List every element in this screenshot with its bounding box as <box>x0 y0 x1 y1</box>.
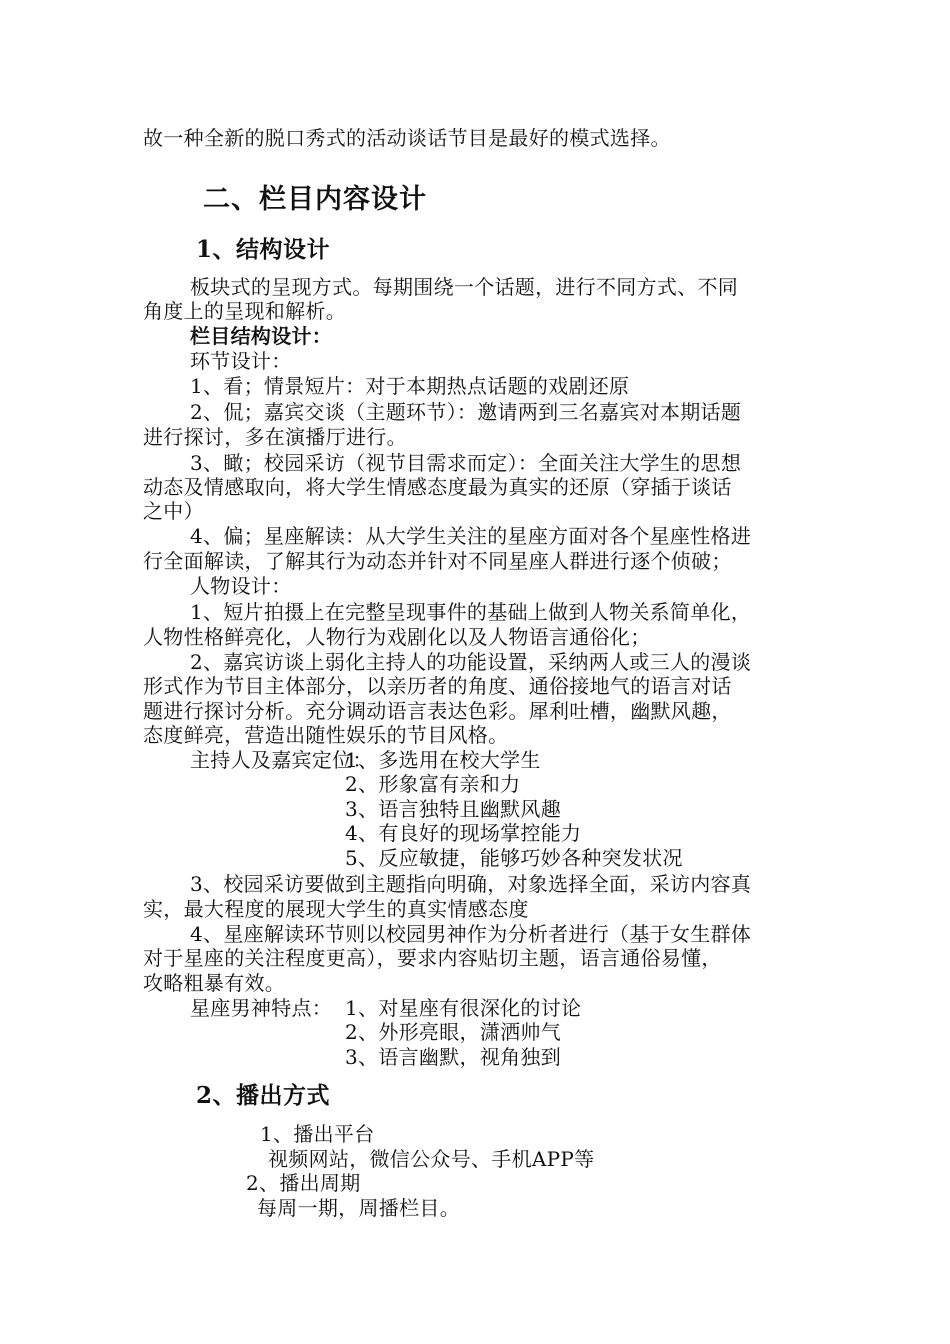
segment-item: 1、看；情景短片：对于本期热点话题的戏剧还原 <box>190 374 630 398</box>
star-item: 2、外形亮眼，潇洒帅气 <box>345 1020 562 1044</box>
segment-item-cont: 进行探讨，多在演播厅进行。 <box>143 425 407 449</box>
broadcast-platform-text: 视频网站，微信公众号、手机APP等 <box>268 1147 595 1171</box>
broadcast-cycle-text: 每周一期，周播栏目。 <box>257 1196 460 1220</box>
paragraph-line: 角度上的呈现和解析。 <box>143 299 346 323</box>
star-label: 星座男神特点： <box>190 996 333 1020</box>
character-item-cont: 态度鲜亮，营造出随性娱乐的节目风格。 <box>143 723 509 747</box>
host-label: 主持人及嘉宾定位： <box>190 748 373 772</box>
star-item: 3、语言幽默，视角独到 <box>345 1045 562 1069</box>
character-heading: 人物设计： <box>190 574 292 598</box>
subsection-title-structure: 1、结构设计 <box>196 236 331 263</box>
character-item-cont: 形式作为节目主体部分，以亲历者的角度、通俗接地气的语言对话 <box>143 674 732 698</box>
character-item-cont: 攻略粗暴有效。 <box>143 971 286 995</box>
segment-item-cont: 之中） <box>143 499 204 523</box>
segments-heading: 环节设计： <box>190 349 292 373</box>
host-item: 1、多选用在校大学生 <box>345 748 541 772</box>
star-item: 1、对星座有很深化的讨论 <box>345 996 582 1020</box>
segment-item-cont: 行全面解读，了解其行为动态并针对不同星座人群进行逐个侦破； <box>143 549 732 573</box>
segment-item-cont: 动态及情感取向，将大学生情感态度最为真实的还原（穿插于谈话 <box>143 475 732 499</box>
character-item-cont: 对于星座的关注程度更高），要求内容贴切主题，语言通俗易懂， <box>143 946 722 970</box>
broadcast-platform-title: 1、播出平台 <box>260 1122 375 1146</box>
structure-heading: 栏目结构设计： <box>190 324 333 348</box>
character-item: 3、校园采访要做到主题指向明确，对象选择全面，采访内容真 <box>190 872 752 896</box>
host-item: 2、形象富有亲和力 <box>345 772 521 796</box>
character-item-cont: 人物性格鲜亮化，人物行为戏剧化以及人物语言通俗化； <box>143 625 651 649</box>
character-item-cont: 题进行探讨分析。充分调动语言表达色彩。犀利吐槽，幽默风趣， <box>143 699 732 723</box>
subsection-title-broadcast: 2、播出方式 <box>196 1082 331 1109</box>
host-item: 4、有良好的现场掌控能力 <box>345 821 582 845</box>
segment-item: 2、侃；嘉宾交谈（主题环节）：邀请两到三名嘉宾对本期话题 <box>190 400 742 424</box>
character-item: 4、星座解读环节则以校园男神作为分析者进行（基于女生群体 <box>190 922 752 946</box>
segment-item: 4、偏；星座解读：从大学生关注的星座方面对各个星座性格进 <box>190 524 752 548</box>
host-item: 3、语言独特且幽默风趣 <box>345 797 562 821</box>
host-item: 5、反应敏捷，能够巧妙各种突发状况 <box>345 846 683 870</box>
character-item: 2、嘉宾访谈上弱化主持人的功能设置，采纳两人或三人的漫谈 <box>190 650 752 674</box>
character-item-cont: 实，最大程度的展现大学生的真实情感态度 <box>143 897 529 921</box>
segment-item: 3、瞰；校园采访（视节目需求而定）：全面关注大学生的思想 <box>190 451 742 475</box>
section-title: 二、栏目内容设计 <box>203 184 427 215</box>
character-item: 1、短片拍摄上在完整呈现事件的基础上做到人物关系简单化， <box>190 600 752 624</box>
broadcast-cycle-title: 2、播出周期 <box>246 1171 361 1195</box>
intro-line: 故一种全新的脱口秀式的活动谈话节目是最好的模式选择。 <box>143 126 671 150</box>
paragraph-line: 板块式的呈现方式。每期围绕一个话题，进行不同方式、不同 <box>190 275 739 299</box>
